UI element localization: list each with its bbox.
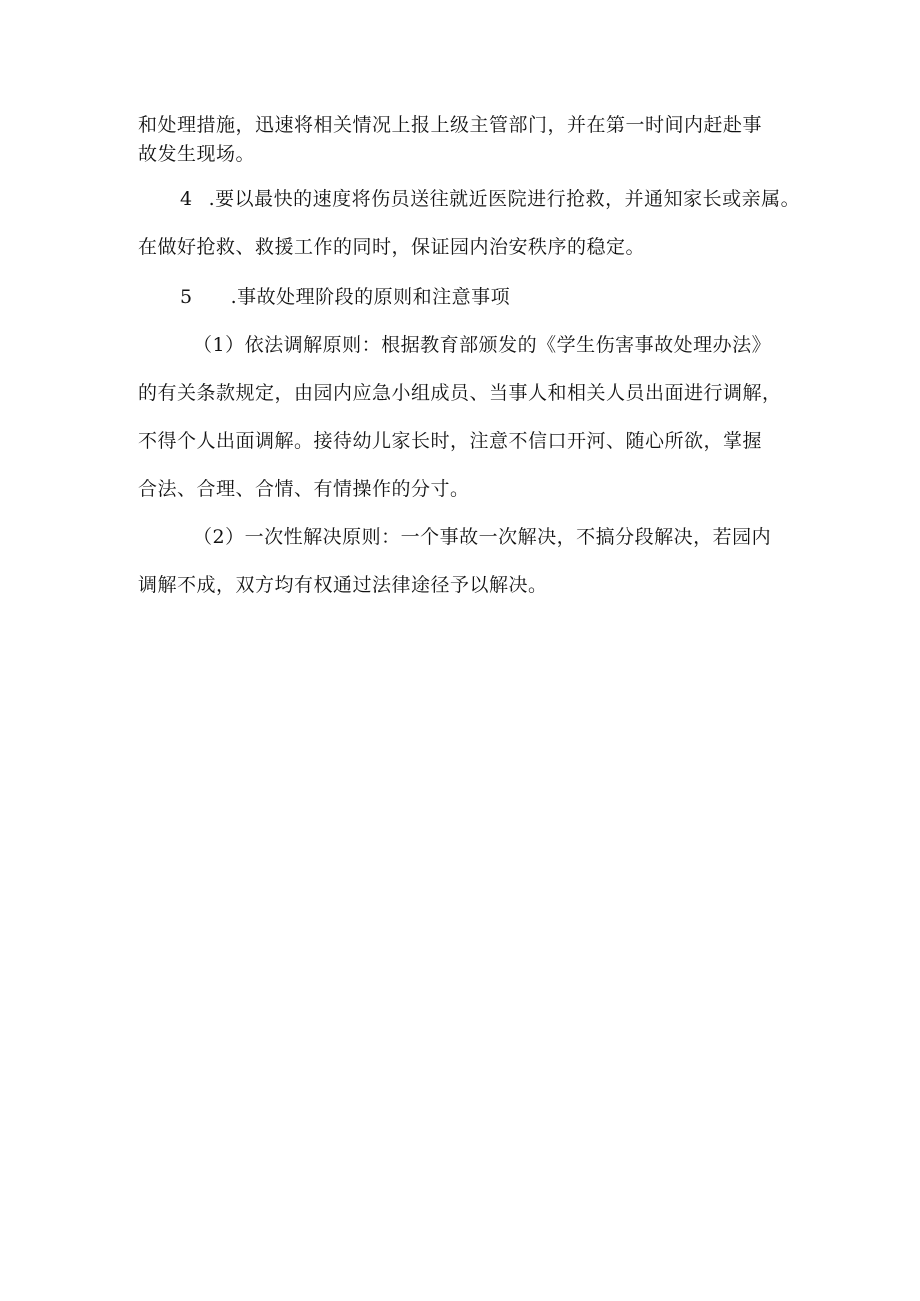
item-4-text: .要以最快的速度将伤员送往就近医院进行抢救，并通知家长或亲属。: [208, 188, 801, 210]
paragraph-2-line-1: [180, 187, 800, 211]
paragraph-1-line-1: 和处理措施，迅速将相关情况上报上级主管部门，并在第一时间内赶赴事: [138, 114, 763, 136]
paragraph-4-line-3: 不得个人出面调解。接待幼儿家长时，注意不信口开河、随心所欲，掌握: [138, 430, 763, 452]
paragraph-3-line-1: [180, 285, 510, 309]
paragraph-1-line-2: 故发生现场。: [138, 143, 256, 165]
item-number-4: 4: [180, 188, 193, 210]
item-number-5: 5: [180, 286, 193, 308]
paragraph-4-line-4: 合法、合理、合情、有情操作的分寸。: [138, 478, 470, 500]
paragraph-4-line-2: 的有关条款规定，由园内应急小组成员、当事人和相关人员出面进行调解，: [138, 382, 782, 404]
paragraph-5-line-1: （2）一次性解决原则：一个事故一次解决，不搞分段解决，若园内: [193, 526, 772, 548]
paragraph-2-line-2: 在做好抢救、救援工作的同时，保证园内治安秩序的稳定。: [138, 236, 646, 258]
section-heading: .事故处理阶段的原则和注意事项: [230, 286, 511, 308]
paragraph-4-line-1: （1）依法调解原则：根据教育部颁发的《学生伤害事故处理办法》: [193, 334, 772, 356]
paragraph-5-line-2: 调解不成，双方均有权通过法律途径予以解决。: [138, 574, 548, 596]
